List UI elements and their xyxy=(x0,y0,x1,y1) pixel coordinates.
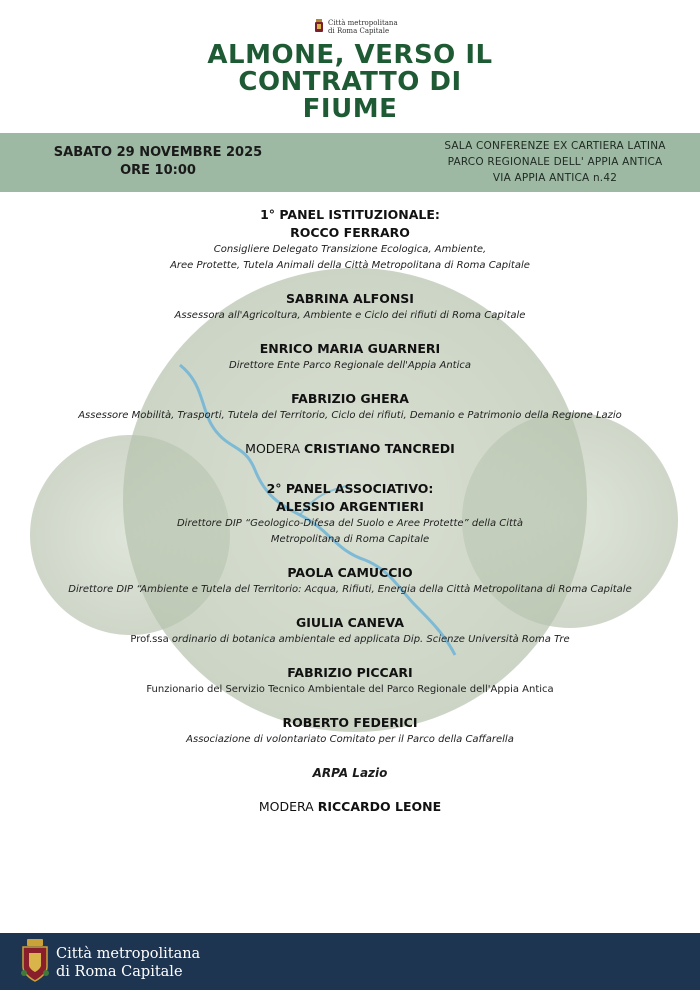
header-logo-text xyxy=(328,19,398,35)
speaker-role: Aree Protette, Tutela Animali della Città Metropolitana di Roma Capitale xyxy=(170,260,530,271)
speaker-name: ROCCO FERRARO xyxy=(290,225,410,240)
panel2-heading: 2° PANEL ASSOCIATIVO: xyxy=(266,481,434,496)
speaker-name: GIULIA CANEVA xyxy=(295,615,405,630)
title-line: ALMONE, VERSO IL xyxy=(207,40,493,70)
footer xyxy=(0,933,700,990)
arpa-lazio: ARPA Lazio xyxy=(312,766,388,780)
moderator-1 xyxy=(0,440,700,458)
header-logo-line1: Città metropolitana xyxy=(328,19,398,27)
role-prefix: Prof.ssa xyxy=(130,634,169,645)
speaker-role: Consigliere Delegato Transizione Ecologica, Ambiente, xyxy=(213,244,487,255)
header-logo-line2: di Roma Capitale xyxy=(328,27,390,35)
footer-logo-text xyxy=(56,945,200,981)
moderator-prefix: MODERA xyxy=(258,799,314,814)
speaker-role: Associazione di volontariato Comitato per il Parco della Caffarella xyxy=(186,734,514,745)
crest-icon xyxy=(20,939,50,983)
title-line: CONTRATTO DI xyxy=(238,67,462,97)
speaker-name: ROBERTO FEDERICI xyxy=(282,715,418,730)
speaker-role: Direttore Ente Parco Regionale dell'Appia Antica xyxy=(229,360,471,371)
panel1-heading: 1° PANEL ISTITUZIONALE: xyxy=(260,207,440,222)
footer-line1: Città metropolitana xyxy=(56,946,201,962)
venue-line: SALA CONFERENZE EX CARTIERA LATINA xyxy=(444,140,666,152)
speaker-role: Funzionario del Servizio Tecnico Ambientale del Parco Regionale dell'Appia Antica xyxy=(146,684,554,695)
moderator-2 xyxy=(0,798,700,816)
moderator-prefix: MODERA xyxy=(245,441,301,456)
speaker-name: PAOLA CAMUCCIO xyxy=(287,565,413,580)
program xyxy=(0,206,700,816)
speaker-role: Assessore Mobilità, Trasporti, Tutela del Territorio, Ciclo dei rifiuti, Demanio e Patrimonio della Regione Lazio xyxy=(78,410,622,421)
speaker-role: Direttore DIP “Ambiente e Tutela del Territorio: Acqua, Rifiuti, Energia della Città Metropolitana di Roma Capitale xyxy=(68,584,632,595)
page-title xyxy=(0,42,700,123)
speaker-role: Assessora all'Agricoltura, Ambiente e Ciclo dei rifiuti di Roma Capitale xyxy=(174,310,526,321)
event-datetime xyxy=(48,144,268,180)
info-band xyxy=(0,133,700,192)
speaker-role: Direttore DIP “Geologico-Difesa del Suolo e Aree Protette” della Città xyxy=(176,518,523,529)
speaker-role: Metropolitana di Roma Capitale xyxy=(270,534,430,545)
crest-icon xyxy=(314,19,324,35)
venue-line: VIA APPIA ANTICA n.42 xyxy=(492,172,618,184)
event-venue xyxy=(430,138,680,186)
speaker-name: FABRIZIO PICCARI xyxy=(287,665,413,680)
event-date: SABATO 29 NOVEMBRE 2025 xyxy=(53,145,263,160)
footer-line2: di Roma Capitale xyxy=(56,964,183,980)
speaker-name: SABRINA ALFONSI xyxy=(286,291,414,306)
speaker-name: ALESSIO ARGENTIERI xyxy=(276,499,424,514)
title-line: FIUME xyxy=(302,94,398,124)
role-text: ordinario di botanica ambientale ed applicata Dip. Scienze Università Roma Tre xyxy=(171,634,570,645)
speaker-name: FABRIZIO GHERA xyxy=(291,391,409,406)
header-logo xyxy=(314,16,398,38)
event-time: ORE 10:00 xyxy=(120,163,196,178)
speaker-role xyxy=(0,632,700,648)
moderator-name: RICCARDO LEONE xyxy=(317,799,442,814)
speaker-name: ENRICO MARIA GUARNERI xyxy=(259,341,441,356)
moderator-name: CRISTIANO TANCREDI xyxy=(304,441,455,456)
venue-line: PARCO REGIONALE DELL' APPIA ANTICA xyxy=(447,156,663,168)
